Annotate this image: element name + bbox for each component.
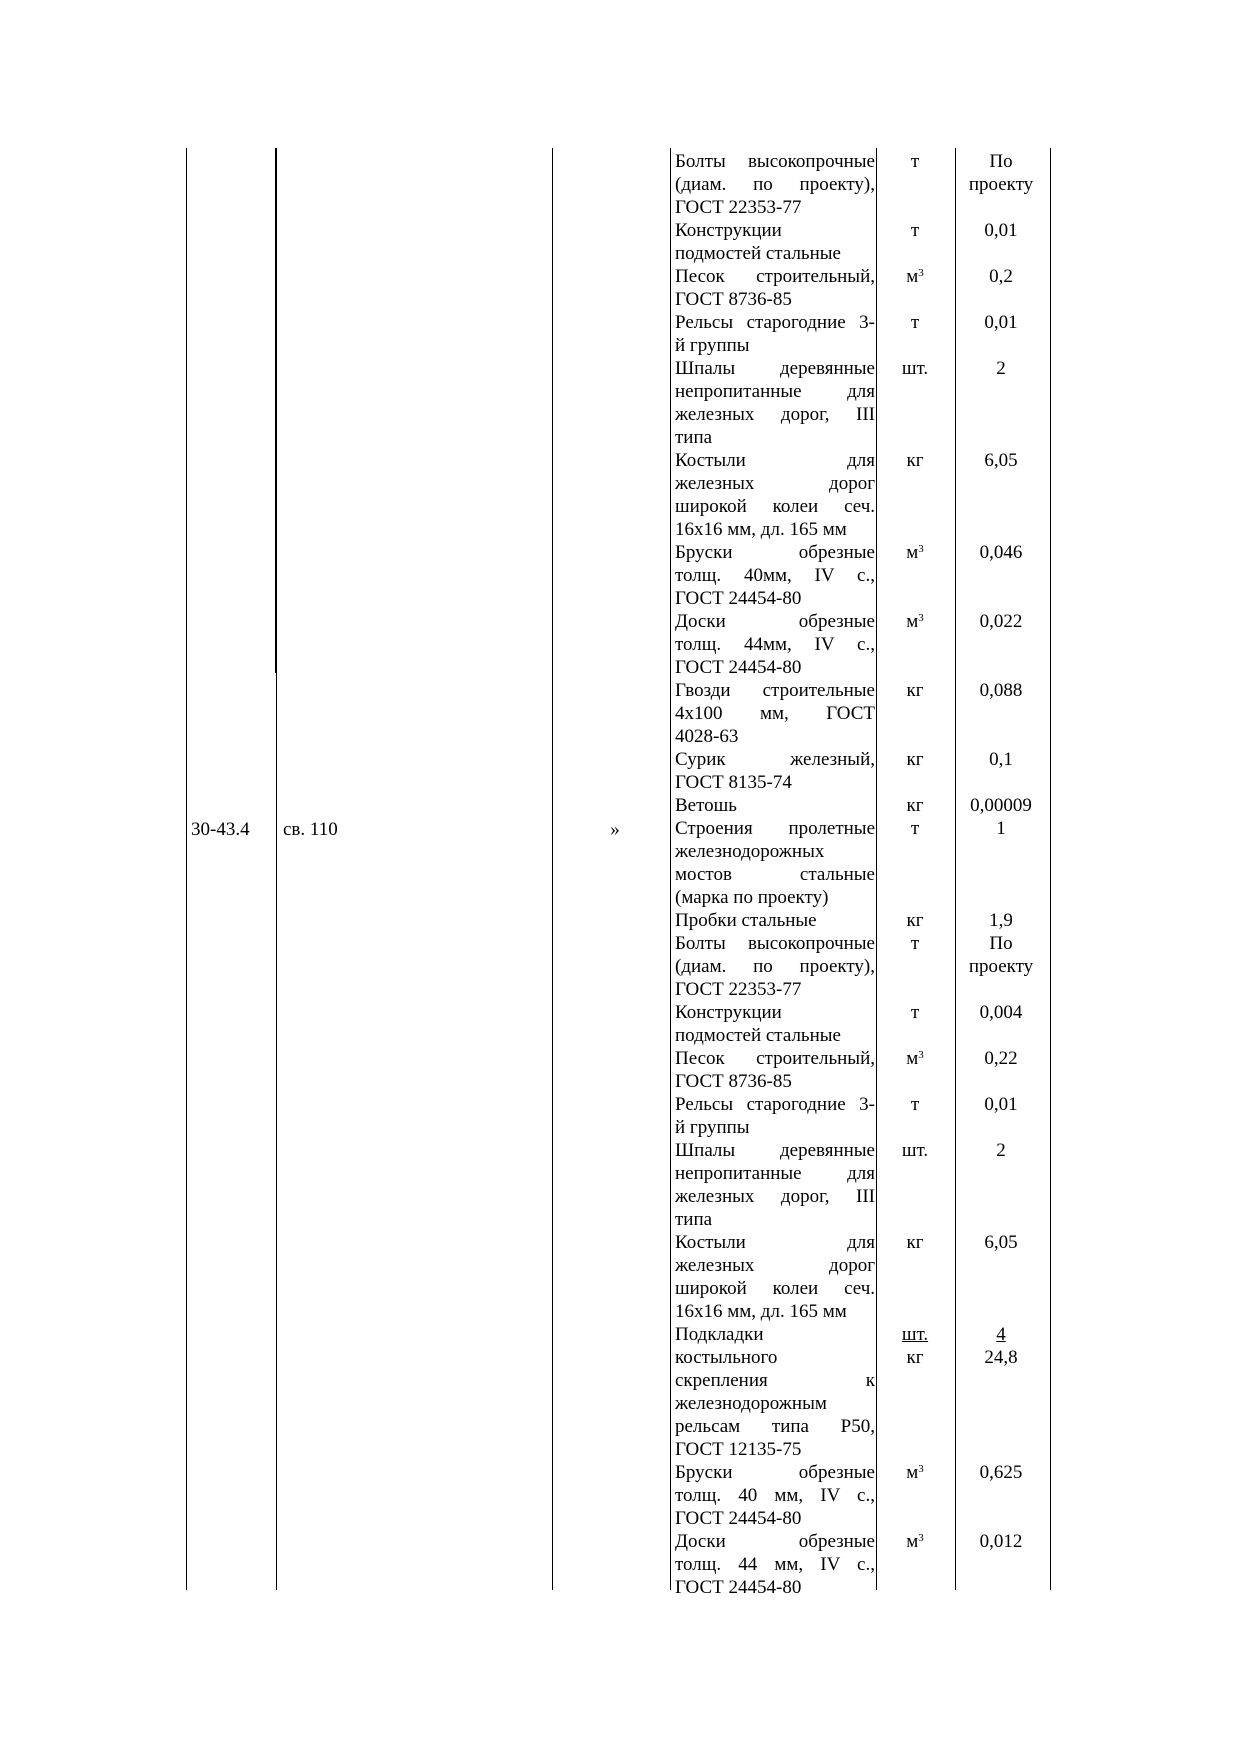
unit-superscript: 3 bbox=[918, 1049, 924, 1061]
quantity-line: 0,022 bbox=[979, 611, 1023, 632]
norm-code: 30-43.4 bbox=[191, 819, 250, 840]
material-name-line: Подкладки bbox=[675, 1324, 764, 1345]
material-name-line: ГОСТ 22353-77 bbox=[675, 979, 802, 1000]
quantity bbox=[954, 932, 1048, 1001]
material-name bbox=[670, 1530, 875, 1599]
quantity-line: 0,22 bbox=[984, 1048, 1018, 1069]
material-name-line: железных дорог bbox=[675, 473, 875, 494]
material-row bbox=[670, 1139, 1048, 1231]
material-name-line: толщ. 44 мм, IV с., bbox=[675, 1554, 875, 1575]
material-name bbox=[670, 1461, 875, 1530]
quantity bbox=[954, 1047, 1048, 1093]
quantity bbox=[954, 679, 1048, 748]
quantity-line: 0,01 bbox=[984, 1094, 1018, 1115]
material-name-line: железных дорог, III bbox=[675, 1186, 875, 1207]
quantity bbox=[954, 1001, 1048, 1047]
quantity-line: 0,004 bbox=[979, 1002, 1023, 1023]
material-name-line: Бруски обрезные bbox=[675, 542, 875, 563]
material-name bbox=[670, 610, 875, 679]
unit-of-measure bbox=[876, 610, 954, 679]
unit-of-measure bbox=[876, 1047, 954, 1093]
quantity-line: 4 bbox=[996, 1324, 1006, 1345]
material-name bbox=[670, 265, 875, 311]
unit-text: кг bbox=[906, 795, 924, 816]
material-name-line: Ветошь bbox=[675, 795, 737, 816]
material-name-line: толщ. 44мм, IV с., bbox=[675, 634, 875, 655]
quantity bbox=[954, 1323, 1048, 1461]
material-name-line: 16х16 мм, дл. 165 мм bbox=[675, 519, 847, 540]
material-name-line: ГОСТ 8736-85 bbox=[675, 1071, 792, 1092]
material-name bbox=[670, 1001, 875, 1047]
material-name-line: ГОСТ 12135-75 bbox=[675, 1439, 802, 1460]
unit-of-measure bbox=[876, 932, 954, 1001]
unit-superscript: 3 bbox=[918, 267, 924, 279]
material-row bbox=[670, 1231, 1048, 1323]
unit-text: м bbox=[906, 611, 919, 632]
material-name bbox=[670, 1231, 875, 1323]
unit-text: м bbox=[906, 1048, 919, 1069]
column-divider-1 bbox=[276, 148, 277, 1590]
material-name-line: Пробки стальные bbox=[675, 910, 817, 931]
material-name-line: й группы bbox=[675, 1117, 750, 1138]
material-name-line: (диам. по проекту), bbox=[675, 174, 875, 195]
quantity bbox=[954, 265, 1048, 311]
quantity-line: 1 bbox=[996, 818, 1006, 839]
material-name-line: скрепления к bbox=[675, 1370, 875, 1391]
material-name-line: Песок строительный, bbox=[675, 1048, 875, 1069]
material-name-line: ГОСТ 8135-74 bbox=[675, 772, 792, 793]
unit-of-measure bbox=[876, 1139, 954, 1231]
unit-of-measure bbox=[876, 265, 954, 311]
material-name bbox=[670, 932, 875, 1001]
unit-fraction-part: шт. bbox=[901, 1324, 929, 1345]
column-divider-2 bbox=[552, 148, 553, 1590]
unit-text: шт. bbox=[901, 1140, 929, 1161]
quantity-line: 24,8 bbox=[984, 1347, 1018, 1368]
quantity-line: 1,9 bbox=[989, 910, 1013, 931]
material-name bbox=[670, 1047, 875, 1093]
unit-fraction-part: кг bbox=[906, 1347, 924, 1368]
unit-of-measure bbox=[876, 449, 954, 541]
quantity-line: 0,01 bbox=[984, 220, 1018, 241]
material-row bbox=[670, 1001, 1048, 1047]
material-name-line: Доски обрезные bbox=[675, 611, 875, 632]
material-name-line: Шпалы деревянные bbox=[675, 358, 875, 379]
quantity-line: 0,01 bbox=[984, 312, 1018, 333]
unit-superscript: 3 bbox=[918, 1463, 924, 1475]
unit-text: кг bbox=[906, 680, 924, 701]
quantity bbox=[954, 1093, 1048, 1139]
material-row bbox=[670, 1093, 1048, 1139]
unit-text: кг bbox=[906, 1232, 924, 1253]
unit-of-measure bbox=[876, 1231, 954, 1323]
quantity bbox=[954, 1139, 1048, 1231]
unit-text: т bbox=[910, 151, 920, 172]
material-name-line: мостов стальные bbox=[675, 864, 875, 885]
material-row bbox=[670, 219, 1048, 265]
span-length: св. 110 bbox=[283, 819, 338, 840]
unit-of-measure bbox=[876, 679, 954, 748]
quantity-line: По bbox=[989, 151, 1013, 172]
unit-of-measure bbox=[876, 748, 954, 794]
material-name-line: железных дорог bbox=[675, 1255, 875, 1276]
material-row bbox=[670, 541, 1048, 610]
quantity bbox=[954, 449, 1048, 541]
unit-of-measure bbox=[876, 794, 954, 817]
material-row bbox=[670, 265, 1048, 311]
material-name-line: костыльного bbox=[675, 1347, 778, 1368]
material-row bbox=[670, 817, 1048, 909]
quantity bbox=[954, 748, 1048, 794]
material-name-line: железнодорожных bbox=[675, 841, 825, 862]
material-name-line: (марка по проекту) bbox=[675, 887, 829, 908]
material-row bbox=[670, 1323, 1048, 1461]
material-name-line: Шпалы деревянные bbox=[675, 1140, 875, 1161]
material-name-line: Рельсы старогодние 3- bbox=[675, 1094, 875, 1115]
material-name bbox=[670, 357, 875, 449]
material-row bbox=[670, 679, 1048, 748]
ditto-mark: » bbox=[610, 819, 620, 840]
unit-of-measure bbox=[876, 541, 954, 610]
unit-of-measure bbox=[876, 1001, 954, 1047]
quantity bbox=[954, 541, 1048, 610]
unit-of-measure bbox=[876, 219, 954, 265]
material-name bbox=[670, 748, 875, 794]
material-name-line: Костыли для bbox=[675, 450, 875, 471]
quantity bbox=[954, 311, 1048, 357]
unit-text: т bbox=[910, 220, 920, 241]
material-name-line: типа bbox=[675, 427, 713, 448]
material-name-line: Бруски обрезные bbox=[675, 1462, 875, 1483]
quantity-line: проекту bbox=[968, 956, 1034, 977]
material-name-line: непропитанные для bbox=[675, 1163, 875, 1184]
material-row bbox=[670, 1461, 1048, 1530]
unit-text: кг bbox=[906, 450, 924, 471]
material-name bbox=[670, 817, 875, 909]
unit-of-measure bbox=[876, 1093, 954, 1139]
material-name-line: толщ. 40 мм, IV с., bbox=[675, 1485, 875, 1506]
quantity bbox=[954, 817, 1048, 909]
materials-list bbox=[670, 150, 1048, 1599]
material-row bbox=[670, 449, 1048, 541]
quantity bbox=[954, 610, 1048, 679]
material-name-line: широкой колеи сеч. bbox=[675, 1278, 875, 1299]
quantity-line: 0,012 bbox=[979, 1531, 1023, 1552]
material-name-line: типа bbox=[675, 1209, 713, 1230]
unit-superscript: 3 bbox=[918, 612, 924, 624]
unit-of-measure bbox=[876, 909, 954, 932]
material-row bbox=[670, 357, 1048, 449]
material-name-line: ГОСТ 22353-77 bbox=[675, 197, 802, 218]
material-name-line: Болты высокопрочные bbox=[675, 933, 875, 954]
unit-text: т bbox=[910, 1002, 920, 1023]
material-name-line: Сурик железный, bbox=[675, 749, 875, 770]
quantity-line: 2 bbox=[996, 358, 1006, 379]
quantity-line: 0,2 bbox=[989, 266, 1013, 287]
quantity bbox=[954, 794, 1048, 817]
unit-text: т bbox=[910, 818, 920, 839]
unit-of-measure bbox=[876, 150, 954, 219]
material-name-line: Конструкции bbox=[675, 1002, 782, 1023]
material-name-line: 16х16 мм, дл. 165 мм bbox=[675, 1301, 847, 1322]
material-row bbox=[670, 311, 1048, 357]
unit-text: т bbox=[910, 1094, 920, 1115]
quantity-line: 6,05 bbox=[984, 450, 1018, 471]
quantity-line: 0,088 bbox=[979, 680, 1023, 701]
material-name bbox=[670, 794, 875, 817]
material-name-line: ГОСТ 24454-80 bbox=[675, 657, 802, 678]
material-name bbox=[670, 449, 875, 541]
material-name-line: железных дорог, III bbox=[675, 404, 875, 425]
unit-text: кг bbox=[906, 749, 924, 770]
quantity-line: 6,05 bbox=[984, 1232, 1018, 1253]
material-name bbox=[670, 1323, 875, 1461]
material-name bbox=[670, 679, 875, 748]
material-name bbox=[670, 150, 875, 219]
unit-text: кг bbox=[906, 910, 924, 931]
quantity-line: проекту bbox=[968, 174, 1034, 195]
material-name bbox=[670, 909, 875, 932]
unit-of-measure bbox=[876, 1530, 954, 1599]
material-name-line: Песок строительный, bbox=[675, 266, 875, 287]
unit-text: м bbox=[906, 1462, 919, 1483]
material-row bbox=[670, 610, 1048, 679]
material-name-line: Костыли для bbox=[675, 1232, 875, 1253]
material-name-line: Конструкции bbox=[675, 220, 782, 241]
material-name-line: толщ. 40мм, IV с., bbox=[675, 565, 875, 586]
material-row bbox=[670, 932, 1048, 1001]
unit-text: м bbox=[906, 266, 919, 287]
column-divider-1b bbox=[275, 148, 276, 673]
material-name-line: 4028-63 bbox=[675, 726, 739, 747]
material-name-line: железнодорожным bbox=[675, 1393, 827, 1414]
unit-text: шт. bbox=[901, 358, 929, 379]
unit-of-measure bbox=[876, 1461, 954, 1530]
material-row bbox=[670, 748, 1048, 794]
quantity bbox=[954, 150, 1048, 219]
material-name-line: ГОСТ 8736-85 bbox=[675, 289, 792, 310]
unit-of-measure bbox=[876, 1323, 954, 1461]
material-row bbox=[670, 1530, 1048, 1599]
unit-text: т bbox=[910, 933, 920, 954]
quantity bbox=[954, 1530, 1048, 1599]
material-name-line: подмостей стальные bbox=[675, 243, 841, 264]
material-row bbox=[670, 909, 1048, 932]
unit-text: м bbox=[906, 542, 919, 563]
quantity-line: 0,046 bbox=[979, 542, 1023, 563]
quantity bbox=[954, 909, 1048, 932]
quantity-line: 0,1 bbox=[989, 749, 1013, 770]
unit-superscript: 3 bbox=[918, 543, 924, 555]
quantity-line: 0,625 bbox=[979, 1462, 1023, 1483]
material-name-line: Болты высокопрочные bbox=[675, 151, 875, 172]
material-row bbox=[670, 150, 1048, 219]
material-name bbox=[670, 311, 875, 357]
material-name-line: ГОСТ 24454-80 bbox=[675, 588, 802, 609]
material-name-line: Гвозди строительные bbox=[675, 680, 875, 701]
unit-text: м bbox=[906, 1531, 919, 1552]
material-name bbox=[670, 1139, 875, 1231]
material-name-line: Рельсы старогодние 3- bbox=[675, 312, 875, 333]
material-name-line: 4х100 мм, ГОСТ bbox=[675, 703, 875, 724]
material-name-line: непропитанные для bbox=[675, 381, 875, 402]
quantity-line: 0,00009 bbox=[970, 795, 1032, 816]
material-row bbox=[670, 1047, 1048, 1093]
material-name-line: ГОСТ 24454-80 bbox=[675, 1577, 802, 1598]
unit-text: т bbox=[910, 312, 920, 333]
unit-superscript: 3 bbox=[918, 1532, 924, 1544]
material-name bbox=[670, 1093, 875, 1139]
unit-of-measure bbox=[876, 311, 954, 357]
material-name-line: подмостей стальные bbox=[675, 1025, 841, 1046]
quantity bbox=[954, 1231, 1048, 1323]
material-name-line: й группы bbox=[675, 335, 750, 356]
table-border-right bbox=[1050, 148, 1051, 1590]
table-border-left bbox=[186, 148, 187, 1590]
material-name bbox=[670, 541, 875, 610]
quantity-line: По bbox=[989, 933, 1013, 954]
material-name-line: ГОСТ 24454-80 bbox=[675, 1508, 802, 1529]
material-name-line: Строения пролетные bbox=[675, 818, 875, 839]
quantity-line: 2 bbox=[996, 1140, 1006, 1161]
quantity bbox=[954, 1461, 1048, 1530]
material-name-line: рельсам типа Р50, bbox=[675, 1416, 875, 1437]
quantity bbox=[954, 357, 1048, 449]
material-name bbox=[670, 219, 875, 265]
material-name-line: (диам. по проекту), bbox=[675, 956, 875, 977]
unit-of-measure bbox=[876, 357, 954, 449]
material-name-line: Доски обрезные bbox=[675, 1531, 875, 1552]
quantity bbox=[954, 219, 1048, 265]
material-row bbox=[670, 794, 1048, 817]
unit-of-measure bbox=[876, 817, 954, 909]
material-name-line: широкой колеи сеч. bbox=[675, 496, 875, 517]
